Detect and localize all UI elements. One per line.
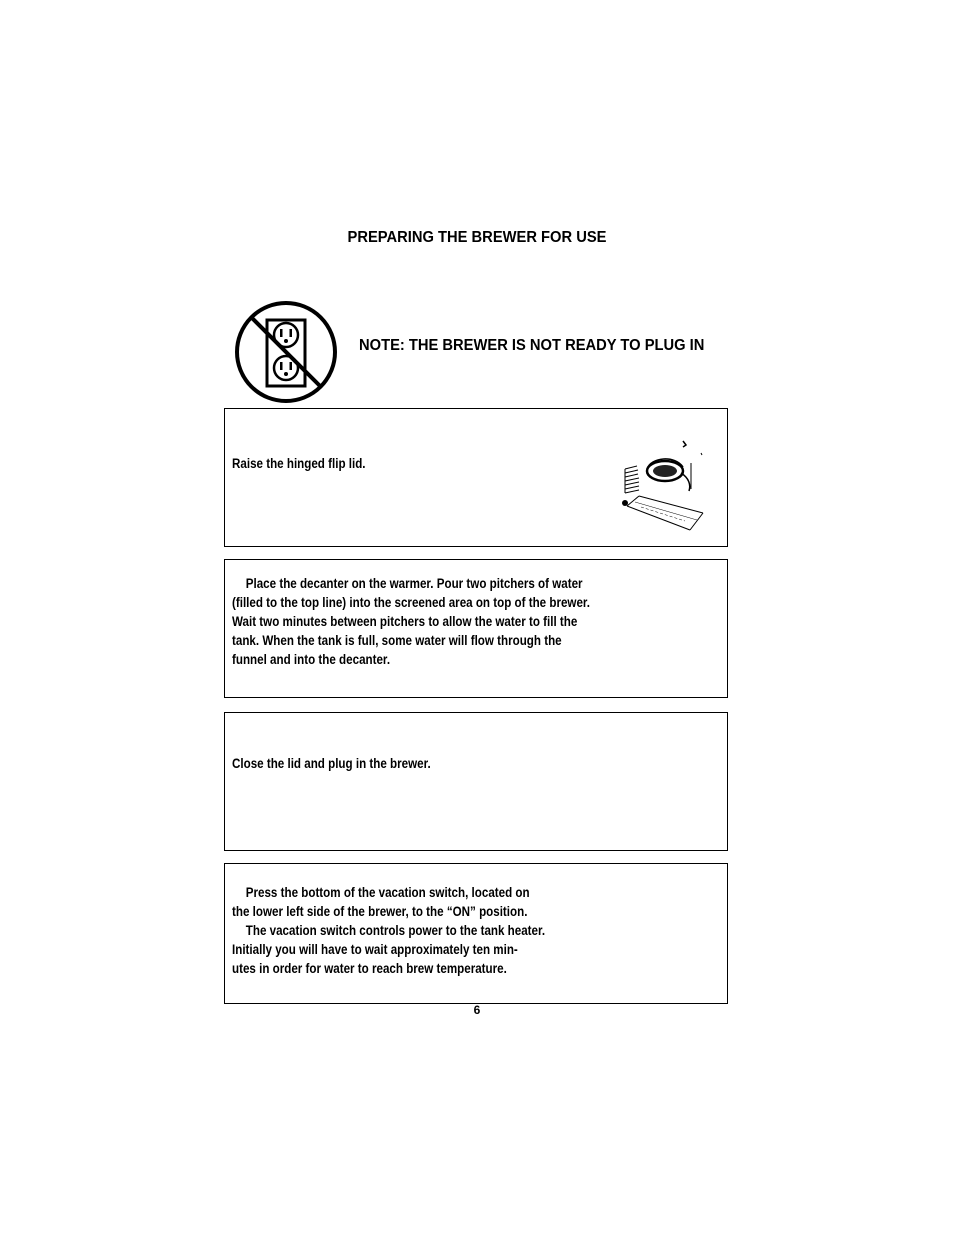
- step-2-text: [232, 574, 590, 669]
- step-3-line: Close the lid and plug in the brewer.: [232, 756, 431, 771]
- step-2-line: Wait two minutes between pitchers to allow the water to fill the: [232, 614, 578, 629]
- step-1-text: [232, 454, 366, 473]
- step-4-line: The vacation switch controls power to the tank heater.: [245, 923, 546, 938]
- step-2-line: tank. When the tank is full, some water will flow through the: [232, 633, 562, 648]
- step-4-line: the lower left side of the brewer, to the “ON” position.: [232, 904, 528, 919]
- step-3-text: [232, 754, 431, 773]
- step-4-line: Initially you will have to wait approximately ten min-: [232, 942, 518, 957]
- step-2-box: [224, 559, 728, 698]
- step-4-box: [224, 863, 728, 1004]
- warning-note: NOTE: THE BREWER IS NOT READY TO PLUG IN: [359, 337, 705, 354]
- no-plug-in-icon: [234, 300, 338, 404]
- step-3-box: [224, 712, 728, 851]
- step-2-line: Place the decanter on the warmer. Pour two pitchers of water: [245, 576, 583, 591]
- step-2-line: (filled to the top line) into the screened area on top of the brewer.: [232, 595, 591, 610]
- step-1-box: [224, 408, 728, 547]
- step-4-text: [232, 883, 545, 978]
- step-2-line: funnel and into the decanter.: [232, 652, 391, 667]
- step-4-line: utes in order for water to reach brew temperature.: [232, 961, 507, 976]
- page-title: PREPARING THE BREWER FOR USE: [347, 229, 607, 246]
- step-4-line: Press the bottom of the vacation switch, located on: [245, 885, 530, 900]
- flip-lid-illustration: [617, 433, 709, 533]
- page-number: 6: [473, 1003, 481, 1017]
- step-1-line: Raise the hinged flip lid.: [232, 456, 366, 471]
